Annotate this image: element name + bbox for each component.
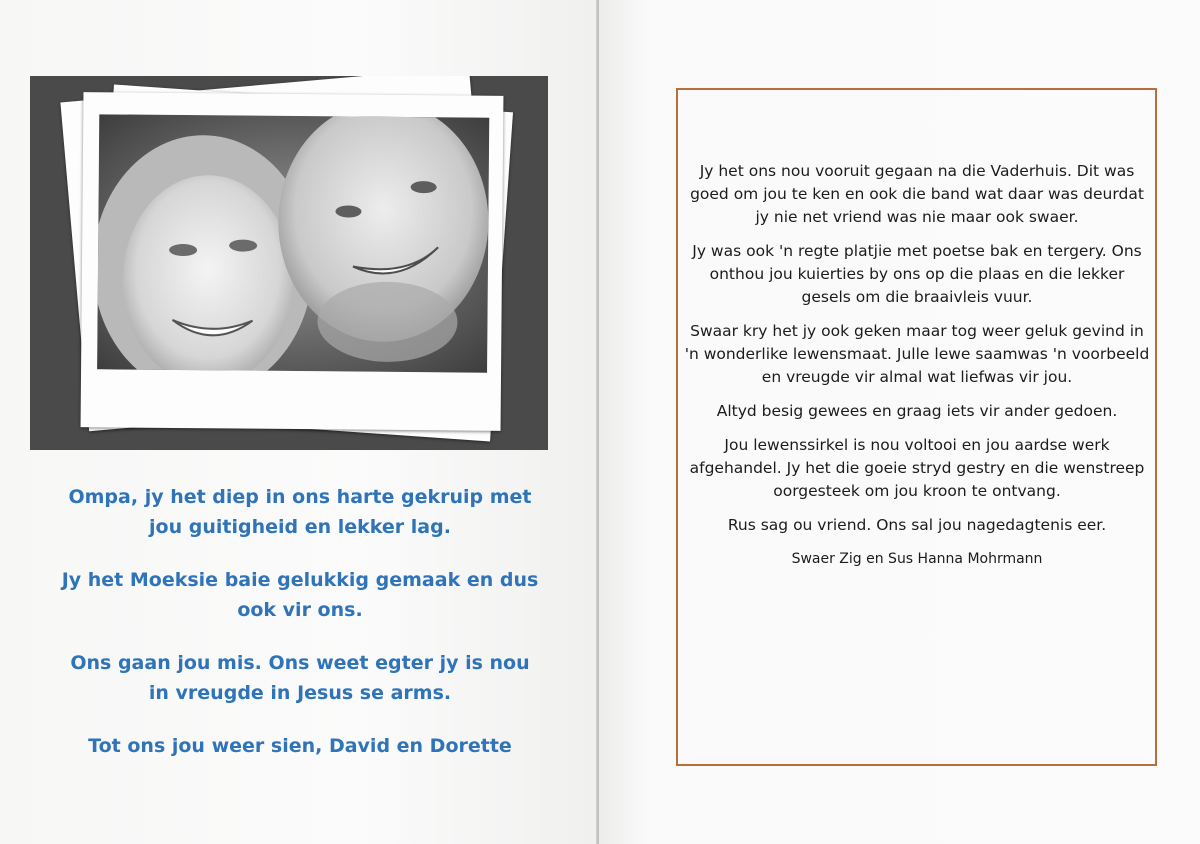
photo-frame-front <box>81 92 504 431</box>
right-tribute-text <box>684 160 1150 582</box>
left-page <box>0 0 597 844</box>
right-paragraph-6: Rus sag ou vriend. Ons sal jou nagedagtenis eer. <box>727 516 1107 534</box>
couple-photo-image <box>97 114 489 372</box>
right-paragraph-1: Jy het ons nou vooruit gegaan na die Vaderhuis. Dit was goed om jou te ken en ook die band wat daar was deurdat jy nie net vriend was nie maar ook swaer. <box>690 162 1144 226</box>
couple-photo <box>97 114 489 372</box>
left-tribute-text <box>60 482 540 784</box>
left-paragraph-2: Jy het Moeksie baie gelukkig gemaak en dus ook vir ons. <box>61 569 539 621</box>
right-paragraph-4: Altyd besig gewees en graag iets vir ander gedoen. <box>716 402 1118 420</box>
right-paragraph-3: Swaar kry het jy ook geken maar tog weer geluk gevind in 'n wonderlike lewensmaat. Julle lewe saamwas 'n voorbeeld en vreugde vir almal wat liefwas vir jou. <box>684 322 1150 386</box>
photo-collage <box>30 76 548 450</box>
right-paragraph-2: Jy was ook 'n regte platjie met poetse bak en tergery. Ons onthou jou kuierties by ons op die plaas en die lekker gesels om die braaivleis vuur. <box>692 242 1142 306</box>
right-signature: Swaer Zig en Sus Hanna Mohrmann <box>791 551 1043 567</box>
left-paragraph-3: Ons gaan jou mis. Ons weet egter jy is nou in vreugde in Jesus se arms. <box>70 652 530 704</box>
left-paragraph-1: Ompa, jy het diep in ons harte gekruip met jou guitigheid en lekker lag. <box>68 486 532 538</box>
right-paragraph-5: Jou lewenssirkel is nou voltooi en jou aardse werk afgehandel. Jy het die goeie stryd gestry en die wenstreep oorgesteek om jou kroon te ontvang. <box>689 436 1145 500</box>
left-signature: Tot ons jou weer sien, David en Dorette <box>88 735 512 757</box>
